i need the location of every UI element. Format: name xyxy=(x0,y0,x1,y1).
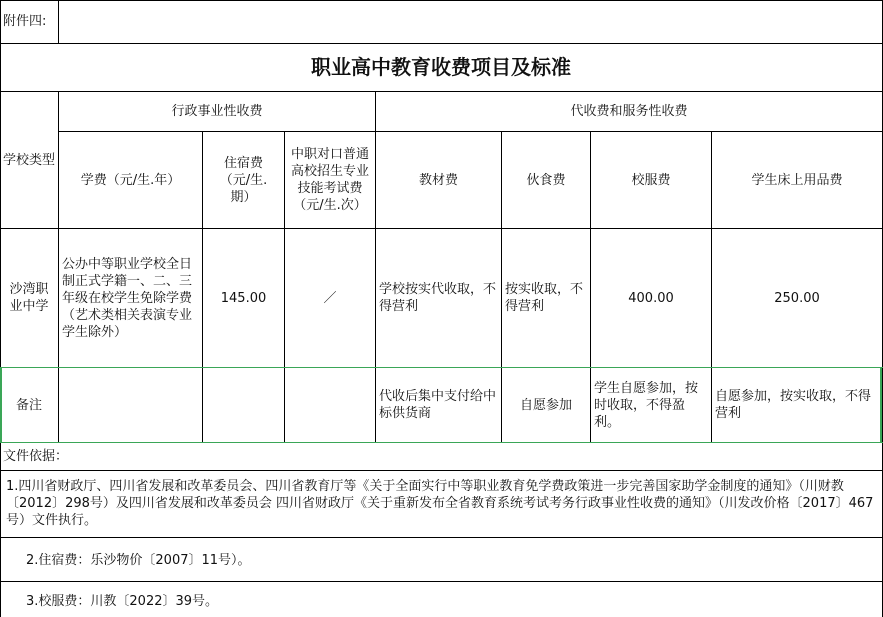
row-selection-right xyxy=(880,367,882,443)
header-dorm: 住宿费（元/生.期） xyxy=(203,132,285,229)
header-group-service: 代收费和服务性收费 xyxy=(376,92,883,132)
basis-label: 文件依据： xyxy=(0,443,883,471)
basis-item-3: 3.校服费：川教〔2022〕39号。 xyxy=(0,582,883,617)
page-title: 职业高中教育收费项目及标准 xyxy=(0,44,883,92)
remark-exam-fee xyxy=(285,368,376,443)
header-tuition: 学费（元/生.年） xyxy=(59,132,203,229)
header-school-type: 学校类型 xyxy=(0,92,59,229)
header-group-admin: 行政事业性收费 xyxy=(59,92,376,132)
attachment-blank xyxy=(59,0,883,44)
header-bedding: 学生床上用品费 xyxy=(712,132,883,229)
basis-item-2: 2.住宿费：乐沙物价〔2007〕11号）。 xyxy=(0,538,883,582)
cell-school-name: 沙湾职业中学 xyxy=(0,229,59,368)
row-selection-left xyxy=(0,367,2,443)
remark-meal: 自愿参加 xyxy=(502,368,591,443)
remark-label: 备注 xyxy=(0,368,59,443)
cell-uniform: 400.00 xyxy=(591,229,712,368)
attachment-label: 附件四: xyxy=(0,0,59,44)
header-exam-fee: 中职对口普通高校招生专业技能考试费（元/生.次） xyxy=(285,132,376,229)
header-uniform: 校服费 xyxy=(591,132,712,229)
cell-dorm: 145.00 xyxy=(203,229,285,368)
cell-exam-fee: ／ xyxy=(285,229,376,368)
header-textbook: 教材费 xyxy=(376,132,502,229)
header-meal: 伙食费 xyxy=(502,132,591,229)
remark-dorm xyxy=(203,368,285,443)
cell-textbook: 学校按实代收取，不得营利 xyxy=(376,229,502,368)
remark-uniform: 学生自愿参加，按时收取，不得盈利。 xyxy=(591,368,712,443)
cell-tuition: 公办中等职业学校全日制正式学籍一、二、三年级在校学生免除学费（艺术类相关表演专业学生除外） xyxy=(59,229,203,368)
row-selection-top xyxy=(0,367,883,368)
cell-bedding: 250.00 xyxy=(712,229,883,368)
remark-tuition xyxy=(59,368,203,443)
basis-item-1: 1.四川省财政厅、四川省发展和改革委员会、四川省教育厅等《关于全面实行中等职业教育免学费政策进一步完善国家助学金制度的通知》（川财教〔2012〕298号）及四川省发展和改革委员会 四川省财政厅《关于重新发布全省教育系统考试考务行政事业性收费的通知》（川发改价格〔2017〕467号）文件执行。 xyxy=(0,471,883,538)
cell-meal: 按实收取，不得营利 xyxy=(502,229,591,368)
remark-bedding: 自愿参加，按实收取，不得营利 xyxy=(712,368,883,443)
remark-textbook: 代收后集中支付给中标供货商 xyxy=(376,368,502,443)
